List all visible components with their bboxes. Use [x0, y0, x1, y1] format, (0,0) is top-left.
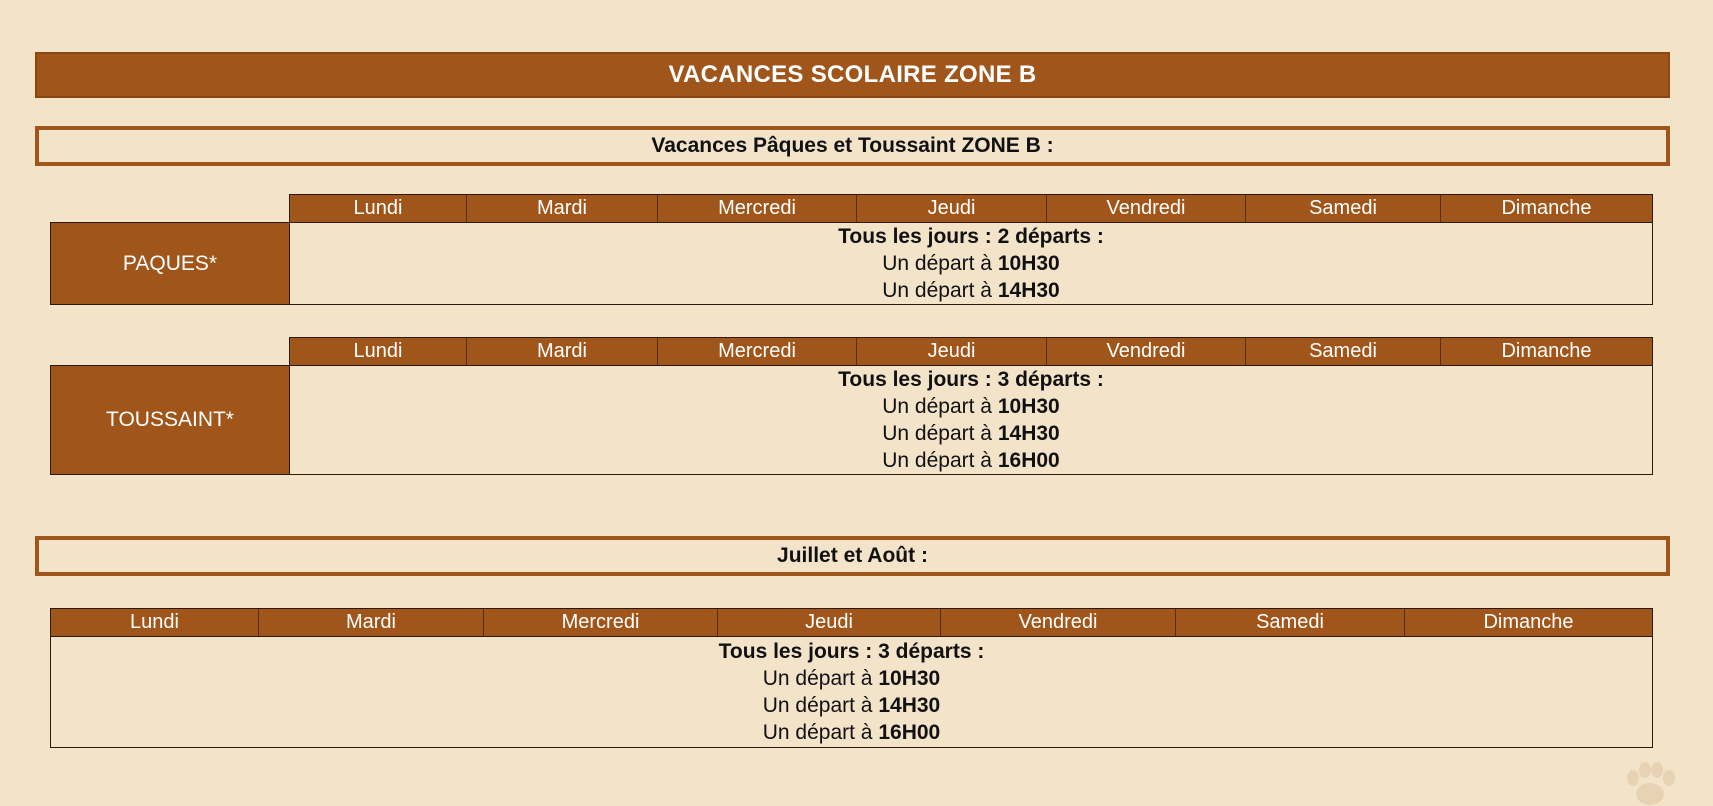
day-mercredi: Mercredi: [658, 338, 857, 365]
paw-print-icon: [1615, 756, 1685, 806]
paques-headline: Tous les jours : 2 départs :: [838, 225, 1104, 248]
toussaint-day-header: [289, 337, 1653, 366]
day-lundi: Lundi: [290, 195, 467, 222]
toussaint-schedule: [289, 365, 1653, 475]
day-lundi: Lundi: [290, 338, 467, 365]
toussaint-label: TOUSSAINT*: [50, 365, 290, 475]
paques-schedule: [289, 222, 1653, 305]
ete-departure-1: Un départ à 10H30: [762, 667, 941, 690]
toussaint-departure-2: Un départ à 14H30: [882, 422, 1060, 445]
day-samedi: Samedi: [1176, 609, 1405, 636]
paques-departure-1: Un départ à 10H30: [882, 252, 1060, 275]
ete-schedule: [50, 636, 1653, 748]
day-samedi: Samedi: [1246, 338, 1441, 365]
day-jeudi: Jeudi: [718, 609, 941, 636]
day-dimanche: Dimanche: [1483, 611, 1574, 633]
section-title-paques-toussaint: Vacances Pâques et Toussaint ZONE B :: [35, 126, 1670, 166]
day-vendredi: Vendredi: [941, 609, 1176, 636]
toussaint-headline: Tous les jours : 3 départs :: [838, 368, 1104, 391]
day-mercredi: Mercredi: [484, 609, 718, 636]
ete-departure-2: Un départ à 14H30: [762, 694, 941, 717]
day-mardi: Mardi: [259, 609, 484, 636]
paques-label: PAQUES*: [50, 222, 290, 305]
section-title-ete: Juillet et Août :: [35, 536, 1670, 576]
paques-departure-2: Un départ à 14H30: [882, 279, 1060, 302]
day-samedi: Samedi: [1246, 195, 1441, 222]
page-title: VACANCES SCOLAIRE ZONE B: [35, 52, 1670, 98]
day-lundi: Lundi: [51, 609, 259, 636]
day-mercredi: Mercredi: [658, 195, 857, 222]
day-vendredi: Vendredi: [1047, 195, 1246, 222]
day-jeudi: Jeudi: [857, 338, 1047, 365]
toussaint-departure-3: Un départ à 16H00: [882, 449, 1060, 472]
day-jeudi: Jeudi: [857, 195, 1047, 222]
day-mardi: Mardi: [467, 338, 658, 365]
ete-departure-3: Un départ à 16H00: [762, 721, 941, 744]
day-dimanche: Dimanche: [1501, 340, 1592, 362]
ete-headline: Tous les jours : 3 départs :: [718, 640, 985, 663]
day-mardi: Mardi: [467, 195, 658, 222]
day-dimanche: Dimanche: [1501, 197, 1592, 219]
toussaint-departure-1: Un départ à 10H30: [882, 395, 1060, 418]
paques-day-header: [289, 194, 1653, 223]
day-vendredi: Vendredi: [1047, 338, 1246, 365]
ete-day-header: [50, 608, 1653, 637]
